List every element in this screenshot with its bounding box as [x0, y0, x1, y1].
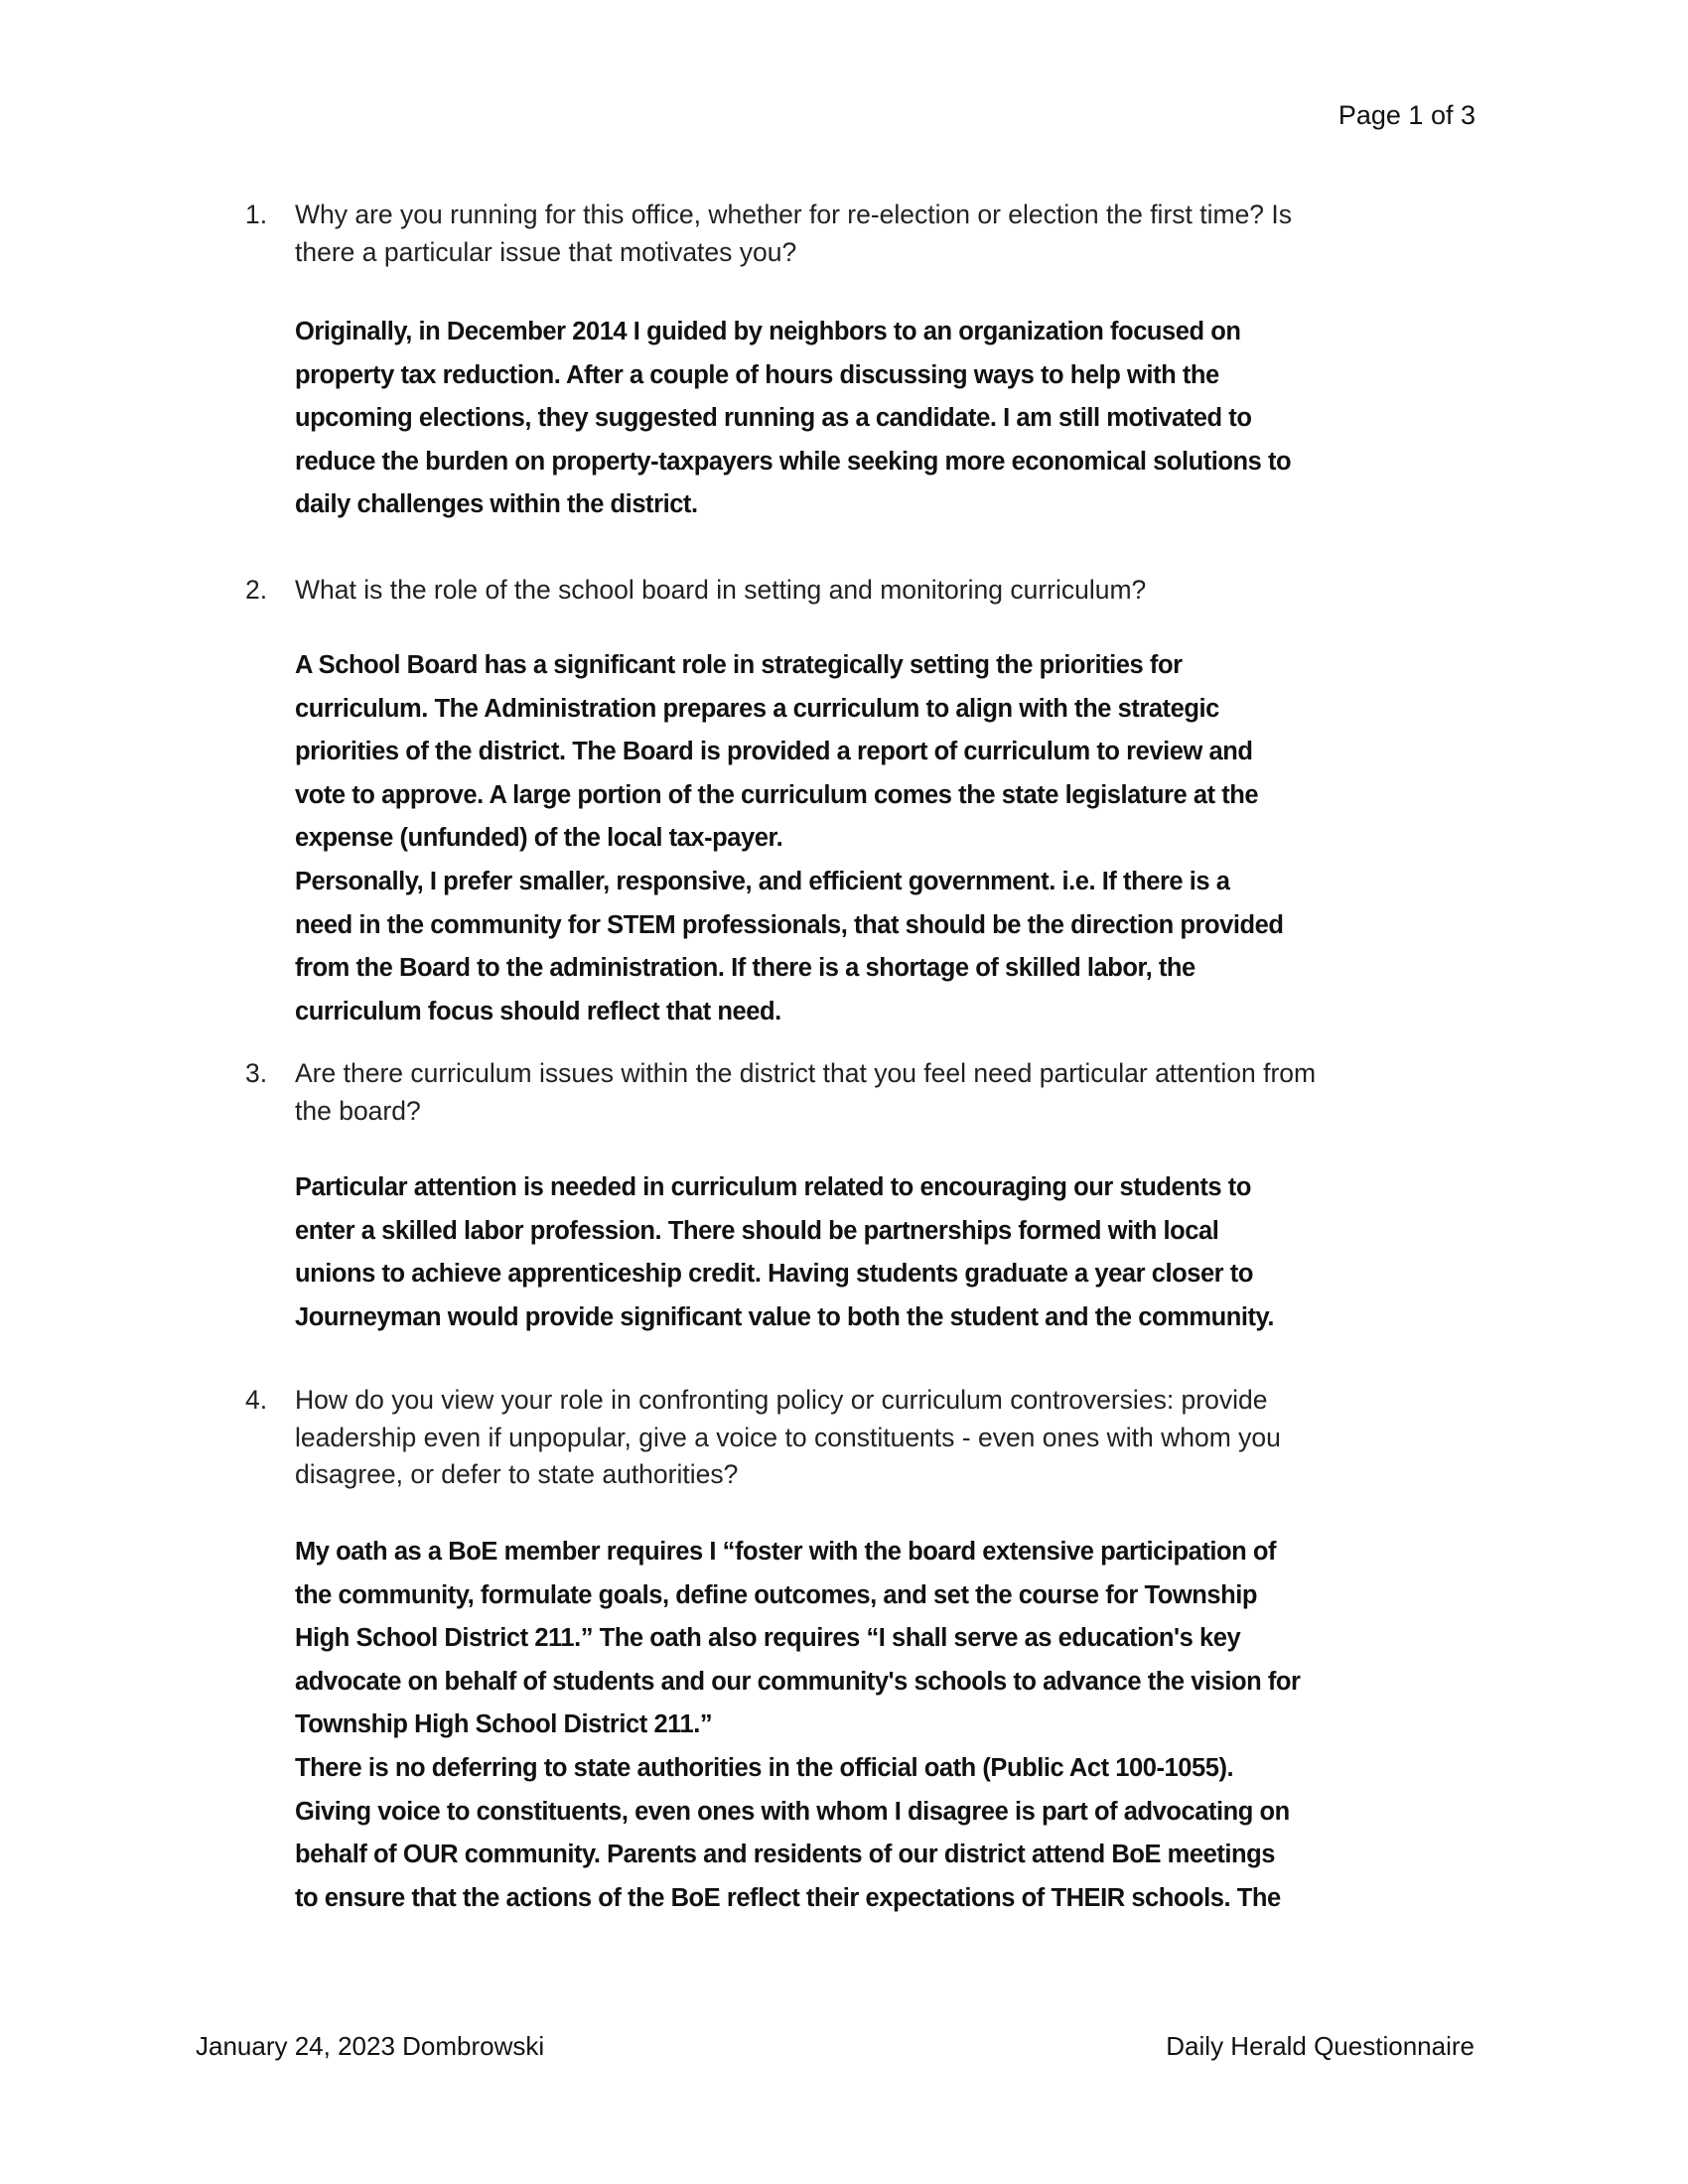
answer-text-line: Particular attention is needed in curriculum related to encouraging our students to — [295, 1173, 1251, 1201]
answer-text-line: the community, formulate goals, define outcomes, and set the course for Township — [295, 1580, 1258, 1609]
question-number: 4. — [245, 1385, 268, 1415]
answer-text-line: need in the community for STEM professionals, that should be the direction provided — [295, 910, 1284, 939]
question-text-line: leadership even if unpopular, give a voice to constituents - even ones with whom you — [295, 1422, 1281, 1452]
question-text-line: disagree, or defer to state authorities? — [295, 1459, 739, 1489]
question-number: 3. — [245, 1058, 268, 1088]
question-2 — [245, 572, 1496, 610]
answer-2 — [295, 644, 1536, 1033]
answer-text-line: Journeyman would provide significant value to both the student and the community. — [295, 1302, 1274, 1331]
answer-text-line: Giving voice to constituents, even ones with whom I disagree is part of advocating on — [295, 1797, 1290, 1826]
answer-text-line: My oath as a BoE member requires I “foster with the board extensive participation of — [295, 1538, 1277, 1566]
answer-text-line: expense (unfunded) of the local tax-payer. — [295, 824, 783, 853]
question-text-line: Are there curriculum issues within the district that you feel need particular attention from — [295, 1058, 1317, 1088]
footer-date-author: January 24, 2023 Dombrowski — [196, 2031, 545, 2061]
question-text-line: Why are you running for this office, whether for re-election or election the first time? Is — [295, 200, 1293, 229]
answer-text-line: Originally, in December 2014 I guided by neighbors to an organization focused on — [295, 318, 1241, 345]
answer-4 — [295, 1531, 1536, 1920]
answer-text-line: advocate on behalf of students and our community's schools to advance the vision for — [295, 1667, 1301, 1696]
answer-text-line: upcoming elections, they suggested running as a candidate. I am still motivated to — [295, 404, 1252, 433]
answer-text-line: enter a skilled labor profession. There should be partnerships formed with local — [295, 1216, 1219, 1245]
question-number: 2. — [245, 575, 268, 605]
answer-text-line: Township High School District 211.” — [295, 1710, 713, 1739]
question-1 — [245, 197, 1496, 271]
answer-text-line: to ensure that the actions of the BoE reflect their expectations of THEIR schools. The — [295, 1883, 1281, 1912]
answer-text-line: A School Board has a significant role in strategically setting the priorities for — [295, 651, 1183, 679]
answer-text-line: curriculum. The Administration prepares a curriculum to align with the strategic — [295, 694, 1219, 723]
answer-text-line: daily challenges within the district. — [295, 490, 698, 519]
answer-text-line: property tax reduction. After a couple of hours discussing ways to help with the — [295, 360, 1219, 389]
question-4 — [245, 1382, 1496, 1494]
question-3 — [245, 1055, 1496, 1130]
answer-3 — [295, 1166, 1536, 1339]
answer-text-line: behalf of OUR community. Parents and residents of our district attend BoE meetings — [295, 1841, 1276, 1869]
footer-publication: Daily Herald Questionnaire — [1166, 2031, 1475, 2061]
answer-text-line: reduce the burden on property-taxpayers while seeking more economical solutions to — [295, 447, 1292, 476]
answer-text-line: priorities of the district. The Board is provided a report of curriculum to review and — [295, 738, 1253, 766]
answer-1 — [295, 311, 1536, 527]
answer-text-line: Personally, I prefer smaller, responsive, and efficient government. i.e. If there is a — [295, 867, 1230, 895]
answer-text-line: High School District 211.” The oath also requires “I shall serve as education's key — [295, 1624, 1241, 1653]
question-text-line: How do you view your role in confronting policy or curriculum controversies: provide — [295, 1385, 1268, 1415]
question-text-line: there a particular issue that motivates you? — [295, 236, 797, 267]
answer-text-line: from the Board to the administration. If there is a shortage of skilled labor, the — [295, 954, 1196, 983]
answer-text-line: unions to achieve apprenticeship credit. Having students graduate a year closer to — [295, 1260, 1253, 1289]
answer-text-line: vote to approve. A large portion of the curriculum comes the state legislature at the — [295, 780, 1259, 809]
question-text-line: the board? — [295, 1095, 421, 1126]
page-number: Page 1 of 3 — [1337, 100, 1476, 130]
answer-text-line: curriculum focus should reflect that need. — [295, 997, 781, 1025]
question-text-line: What is the role of the school board in setting and monitoring curriculum? — [295, 575, 1147, 605]
question-number: 1. — [245, 200, 268, 229]
answer-text-line: There is no deferring to state authorities in the official oath (Public Act 100-1055). — [295, 1753, 1234, 1782]
